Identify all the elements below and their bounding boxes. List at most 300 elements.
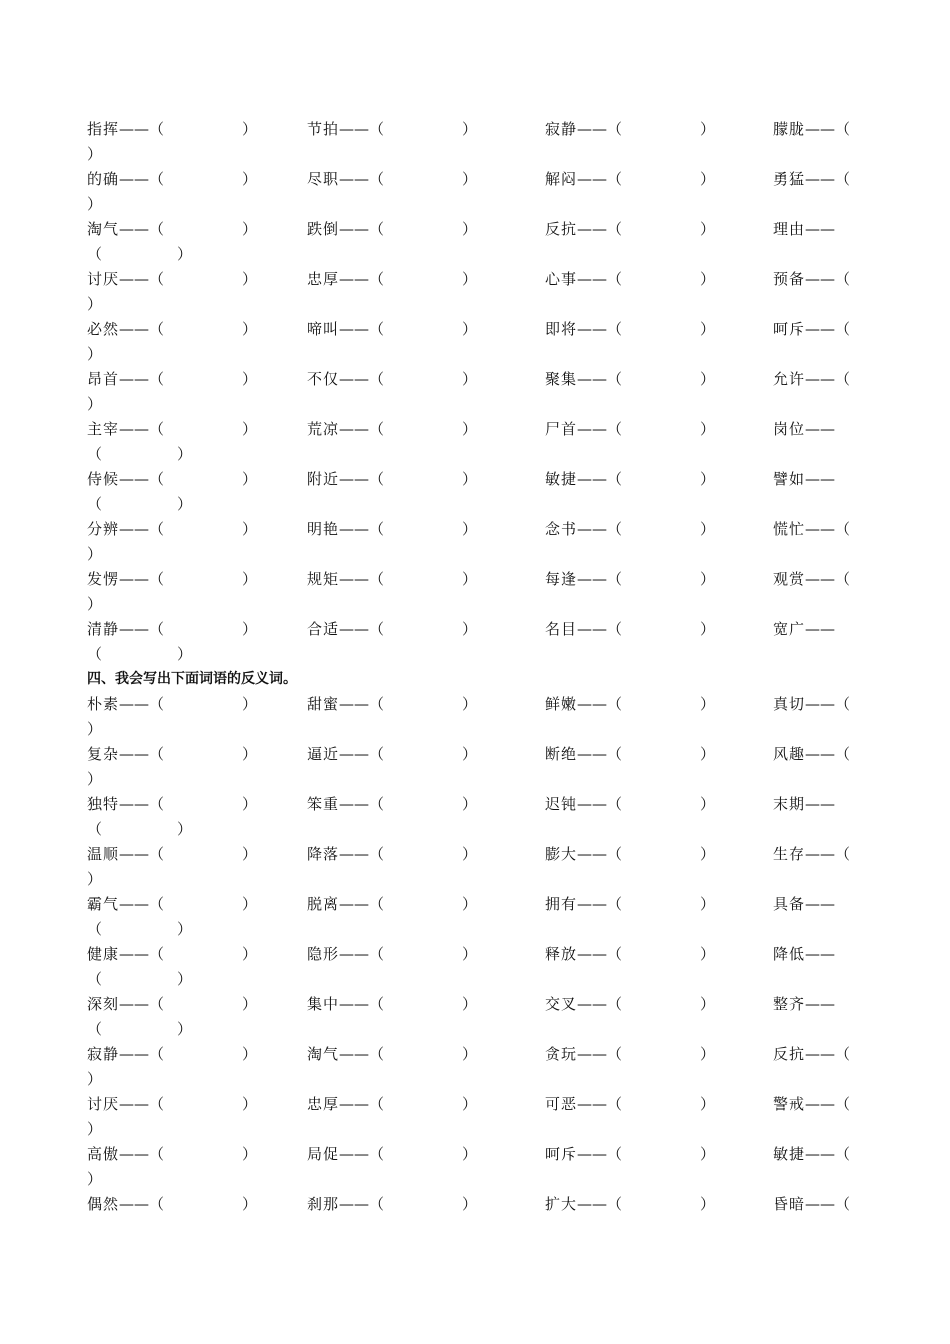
exercise-word: 具备 (773, 895, 806, 913)
answer-open: ——（ (339, 1095, 385, 1113)
answer-close-wrapped: ） (87, 545, 103, 563)
exercise-word: 扩大 (545, 1195, 578, 1213)
exercise-item (773, 1092, 850, 1117)
answer-close: ） (462, 695, 478, 713)
exercise-item (87, 117, 257, 142)
exercise-item (87, 167, 257, 192)
exercise-item (87, 742, 257, 767)
answer-open: ——（ (119, 320, 165, 338)
answer-open: ——（ (577, 370, 623, 388)
answer-close: ） (462, 1195, 478, 1213)
answer-open: ——（ (577, 845, 623, 863)
answer-close: ） (700, 1195, 716, 1213)
exercise-item (545, 117, 715, 142)
exercise-word: 理由 (773, 220, 806, 238)
exercise-row (87, 317, 867, 342)
exercise-row (87, 417, 867, 442)
answer-open: ——（ (119, 620, 165, 638)
answer-open: ——（ (339, 945, 385, 963)
exercise-word: 末期 (773, 795, 806, 813)
exercise-item (773, 267, 850, 292)
exercise-row-wrap (87, 817, 867, 842)
answer-open: ——（ (339, 995, 385, 1013)
answer-open: ——（ (805, 170, 851, 188)
answer-open: ——（ (805, 695, 851, 713)
exercise-item (773, 117, 850, 142)
answer-close: ） (700, 370, 716, 388)
exercise-word: 忠厚 (307, 1095, 340, 1113)
answer-open: ——（ (119, 845, 165, 863)
exercise-word: 拥有 (545, 895, 578, 913)
answer-close: ） (242, 520, 258, 538)
answer-close: ） (242, 795, 258, 813)
exercise-item (773, 567, 850, 592)
exercise-item (545, 1142, 715, 1167)
answer-open: ——（ (577, 520, 623, 538)
answer-close-wrapped: ） (87, 345, 103, 363)
answer-close: ） (462, 170, 478, 188)
exercise-item (87, 692, 257, 717)
exercise-word: 反抗 (773, 1045, 806, 1063)
answer-close-wrapped: ） (87, 870, 103, 888)
exercise-row (87, 842, 867, 867)
exercise-word: 温顺 (87, 845, 120, 863)
dash: —— (805, 420, 836, 438)
exercise-word: 岗位 (773, 420, 806, 438)
exercise-item (307, 317, 477, 342)
exercise-word: 敏捷 (773, 1145, 806, 1163)
answer-close: ） (242, 845, 258, 863)
exercise-item (773, 467, 835, 492)
answer-open: ——（ (119, 745, 165, 763)
exercise-item (773, 792, 835, 817)
answer-close-wrapped: ） (87, 295, 103, 313)
dash: —— (805, 795, 836, 813)
answer-close: ） (462, 995, 478, 1013)
exercise-word: 霸气 (87, 895, 120, 913)
exercise-item (307, 792, 477, 817)
exercise-item (545, 167, 715, 192)
answer-open: ——（ (805, 320, 851, 338)
exercise-item (307, 467, 477, 492)
exercise-word: 啼叫 (307, 320, 340, 338)
answer-open: ——（ (339, 745, 385, 763)
exercise-row (87, 617, 867, 642)
exercise-item (773, 167, 850, 192)
answer-open: ——（ (805, 745, 851, 763)
answer-close: ） (242, 270, 258, 288)
exercise-word: 甜蜜 (307, 695, 340, 713)
exercise-row (87, 892, 867, 917)
exercise-word: 脱离 (307, 895, 340, 913)
answer-close: ） (462, 795, 478, 813)
exercise-word: 整齐 (773, 995, 806, 1013)
dash: —— (805, 995, 836, 1013)
exercise-row-wrap (87, 592, 867, 617)
exercise-item (773, 942, 835, 967)
exercise-word: 刹那 (307, 1195, 340, 1213)
answer-open: ——（ (119, 995, 165, 1013)
answer-close: ） (242, 120, 258, 138)
answer-close-wrapped: ） (87, 720, 103, 738)
answer-blank-wrapped: （ ） (87, 645, 193, 663)
exercise-item (545, 617, 715, 642)
section-synonyms (87, 117, 867, 667)
exercise-item (307, 517, 477, 542)
answer-close: ） (242, 1145, 258, 1163)
exercise-row (87, 117, 867, 142)
exercise-item (545, 792, 715, 817)
exercise-word: 高傲 (87, 1145, 120, 1163)
answer-close: ） (700, 695, 716, 713)
exercise-word: 侍候 (87, 470, 120, 488)
exercise-word: 健康 (87, 945, 120, 963)
answer-close: ） (242, 170, 258, 188)
section-antonyms (87, 692, 867, 1217)
answer-open: ——（ (339, 795, 385, 813)
answer-close: ） (462, 745, 478, 763)
answer-close: ） (462, 895, 478, 913)
exercise-row-wrap (87, 442, 867, 467)
exercise-word: 偶然 (87, 1195, 120, 1213)
answer-open: ——（ (805, 270, 851, 288)
exercise-word: 贪玩 (545, 1045, 578, 1063)
exercise-row-wrap (87, 717, 867, 742)
exercise-word: 尽职 (307, 170, 340, 188)
answer-open: ——（ (119, 1095, 165, 1113)
exercise-item (307, 1192, 477, 1217)
exercise-row (87, 692, 867, 717)
answer-open: ——（ (339, 120, 385, 138)
answer-open: ——（ (577, 795, 623, 813)
exercise-item (545, 467, 715, 492)
exercise-item (307, 692, 477, 717)
answer-close: ） (242, 995, 258, 1013)
exercise-word: 慌忙 (773, 520, 806, 538)
exercise-word: 笨重 (307, 795, 340, 813)
exercise-word: 分辨 (87, 520, 120, 538)
exercise-word: 降低 (773, 945, 806, 963)
exercise-row (87, 517, 867, 542)
exercise-word: 荒凉 (307, 420, 340, 438)
answer-open: ——（ (577, 1095, 623, 1113)
answer-close: ） (462, 620, 478, 638)
exercise-row (87, 217, 867, 242)
exercise-item (307, 942, 477, 967)
exercise-word: 膨大 (545, 845, 578, 863)
answer-open: ——（ (119, 570, 165, 588)
exercise-row-wrap (87, 967, 867, 992)
answer-open: ——（ (577, 1195, 623, 1213)
exercise-word: 名目 (545, 620, 578, 638)
exercise-item (87, 317, 257, 342)
exercise-item (87, 417, 257, 442)
exercise-word: 寂静 (87, 1045, 120, 1063)
exercise-word: 聚集 (545, 370, 578, 388)
exercise-row-wrap (87, 292, 867, 317)
answer-close: ） (462, 470, 478, 488)
answer-open: ——（ (119, 1045, 165, 1063)
exercise-row-wrap (87, 142, 867, 167)
answer-open: ——（ (119, 120, 165, 138)
exercise-word: 讨厌 (87, 270, 120, 288)
exercise-item (545, 892, 715, 917)
exercise-item (307, 417, 477, 442)
exercise-word: 的确 (87, 170, 120, 188)
answer-blank-wrapped: （ ） (87, 495, 193, 513)
exercise-row (87, 992, 867, 1017)
answer-open: ——（ (119, 695, 165, 713)
exercise-row-wrap (87, 867, 867, 892)
answer-close: ） (242, 695, 258, 713)
exercise-word: 讨厌 (87, 1095, 120, 1113)
exercise-word: 呵斥 (773, 320, 806, 338)
exercise-row (87, 742, 867, 767)
exercise-row-wrap (87, 392, 867, 417)
exercise-item (307, 267, 477, 292)
exercise-item (545, 567, 715, 592)
exercise-word: 淘气 (307, 1045, 340, 1063)
exercise-row (87, 367, 867, 392)
exercise-item (307, 742, 477, 767)
exercise-row-wrap (87, 242, 867, 267)
exercise-word: 跌倒 (307, 220, 340, 238)
exercise-word: 淘气 (87, 220, 120, 238)
exercise-word: 譬如 (773, 470, 806, 488)
answer-close: ） (462, 270, 478, 288)
answer-open: ——（ (339, 320, 385, 338)
exercise-item (545, 367, 715, 392)
exercise-item (87, 517, 257, 542)
exercise-word: 敏捷 (545, 470, 578, 488)
exercise-item (307, 1042, 477, 1067)
answer-open: ——（ (339, 845, 385, 863)
answer-close: ） (700, 1145, 716, 1163)
exercise-item (307, 367, 477, 392)
exercise-item (307, 892, 477, 917)
exercise-row-wrap (87, 1017, 867, 1042)
answer-open: ——（ (577, 745, 623, 763)
answer-close: ） (700, 845, 716, 863)
answer-open: ——（ (339, 1045, 385, 1063)
exercise-word: 昂首 (87, 370, 120, 388)
exercise-row-wrap (87, 1117, 867, 1142)
exercise-word: 附近 (307, 470, 340, 488)
exercise-item (87, 1092, 257, 1117)
answer-open: ——（ (339, 520, 385, 538)
answer-close: ） (242, 945, 258, 963)
answer-close: ） (700, 745, 716, 763)
answer-open: ——（ (805, 570, 851, 588)
exercise-item (307, 117, 477, 142)
answer-blank-wrapped: （ ） (87, 1020, 193, 1038)
exercise-item (773, 1192, 850, 1217)
exercise-row-wrap (87, 342, 867, 367)
answer-open: ——（ (805, 370, 851, 388)
exercise-word: 尸首 (545, 420, 578, 438)
answer-blank-wrapped: （ ） (87, 920, 193, 938)
answer-close-wrapped: ） (87, 145, 103, 163)
exercise-item (87, 992, 257, 1017)
answer-close: ） (462, 120, 478, 138)
exercise-item (87, 217, 257, 242)
exercise-word: 交叉 (545, 995, 578, 1013)
answer-open: ——（ (577, 570, 623, 588)
exercise-item (773, 317, 850, 342)
answer-open: ——（ (119, 945, 165, 963)
answer-close: ） (462, 1045, 478, 1063)
answer-close: ） (242, 570, 258, 588)
answer-close-wrapped: ） (87, 395, 103, 413)
answer-open: ——（ (805, 845, 851, 863)
exercise-word: 局促 (307, 1145, 340, 1163)
answer-close: ） (242, 745, 258, 763)
exercise-word: 合适 (307, 620, 340, 638)
answer-close: ） (700, 470, 716, 488)
exercise-word: 生存 (773, 845, 806, 863)
exercise-word: 风趣 (773, 745, 806, 763)
exercise-item (773, 217, 835, 242)
exercise-item (773, 842, 850, 867)
answer-open: ——（ (577, 420, 623, 438)
exercise-word: 朦胧 (773, 120, 806, 138)
answer-open: ——（ (119, 470, 165, 488)
answer-close: ） (462, 520, 478, 538)
answer-blank-wrapped: （ ） (87, 820, 193, 838)
answer-open: ——（ (339, 470, 385, 488)
answer-open: ——（ (577, 895, 623, 913)
exercise-item (773, 892, 835, 917)
exercise-word: 节拍 (307, 120, 340, 138)
exercise-word: 发愣 (87, 570, 120, 588)
answer-close: ） (700, 620, 716, 638)
exercise-word: 降落 (307, 845, 340, 863)
exercise-item (545, 692, 715, 717)
exercise-word: 必然 (87, 320, 120, 338)
exercise-item (87, 1142, 257, 1167)
answer-close-wrapped: ） (87, 1170, 103, 1188)
exercise-row-wrap (87, 192, 867, 217)
answer-close: ） (700, 1045, 716, 1063)
exercise-item (773, 692, 850, 717)
exercise-item (87, 792, 257, 817)
exercise-item (545, 517, 715, 542)
exercise-word: 允许 (773, 370, 806, 388)
answer-open: ——（ (577, 470, 623, 488)
exercise-item (307, 217, 477, 242)
answer-open: ——（ (119, 1195, 165, 1213)
exercise-item (545, 1092, 715, 1117)
answer-close: ） (700, 945, 716, 963)
exercise-item (545, 1192, 715, 1217)
exercise-item (307, 617, 477, 642)
exercise-item (87, 567, 257, 592)
answer-open: ——（ (805, 1095, 851, 1113)
answer-close: ） (700, 320, 716, 338)
exercise-item (773, 417, 835, 442)
exercise-word: 解闷 (545, 170, 578, 188)
answer-close: ） (700, 995, 716, 1013)
exercise-item (545, 842, 715, 867)
answer-close-wrapped: ） (87, 1070, 103, 1088)
exercise-item (87, 467, 257, 492)
answer-close: ） (242, 620, 258, 638)
answer-open: ——（ (577, 1045, 623, 1063)
exercise-word: 隐形 (307, 945, 340, 963)
exercise-word: 释放 (545, 945, 578, 963)
answer-close: ） (462, 320, 478, 338)
exercise-item (307, 567, 477, 592)
exercise-item (87, 892, 257, 917)
answer-open: ——（ (577, 1145, 623, 1163)
exercise-row (87, 1092, 867, 1117)
answer-blank-wrapped: （ ） (87, 970, 193, 988)
exercise-word: 指挥 (87, 120, 120, 138)
answer-close: ） (242, 1045, 258, 1063)
exercise-word: 预备 (773, 270, 806, 288)
dash: —— (805, 220, 836, 238)
exercise-word: 真切 (773, 695, 806, 713)
exercise-row-wrap (87, 642, 867, 667)
exercise-item (545, 992, 715, 1017)
answer-open: ——（ (339, 420, 385, 438)
exercise-item (773, 992, 835, 1017)
answer-open: ——（ (805, 520, 851, 538)
answer-open: ——（ (339, 695, 385, 713)
answer-close: ） (700, 895, 716, 913)
exercise-item (773, 742, 850, 767)
answer-close: ） (242, 895, 258, 913)
exercise-item (545, 317, 715, 342)
exercise-row (87, 267, 867, 292)
exercise-item (87, 367, 257, 392)
exercise-word: 集中 (307, 995, 340, 1013)
exercise-word: 复杂 (87, 745, 120, 763)
answer-close-wrapped: ） (87, 195, 103, 213)
exercise-word: 反抗 (545, 220, 578, 238)
exercise-item (307, 992, 477, 1017)
section-heading-antonyms: 四、我会写出下面词语的反义词。 (87, 671, 297, 687)
answer-close: ） (462, 1145, 478, 1163)
answer-close-wrapped: ） (87, 770, 103, 788)
answer-close: ） (462, 1095, 478, 1113)
dash: —— (805, 470, 836, 488)
exercise-row-wrap (87, 542, 867, 567)
answer-close: ） (242, 1195, 258, 1213)
answer-open: ——（ (339, 170, 385, 188)
exercise-word: 逼近 (307, 745, 340, 763)
dash: —— (805, 620, 836, 638)
exercise-word: 念书 (545, 520, 578, 538)
exercise-word: 可恶 (545, 1095, 578, 1113)
exercise-word: 宽广 (773, 620, 806, 638)
exercise-item (773, 517, 850, 542)
answer-close: ） (242, 420, 258, 438)
answer-close: ） (700, 520, 716, 538)
answer-open: ——（ (119, 795, 165, 813)
exercise-word: 清静 (87, 620, 120, 638)
answer-close: ） (462, 420, 478, 438)
answer-close: ） (242, 470, 258, 488)
exercise-row-wrap (87, 1167, 867, 1192)
answer-open: ——（ (577, 120, 623, 138)
answer-close: ） (700, 270, 716, 288)
exercise-item (307, 167, 477, 192)
exercise-word: 断绝 (545, 745, 578, 763)
exercise-word: 迟钝 (545, 795, 578, 813)
answer-open: ——（ (805, 1195, 851, 1213)
answer-close: ） (700, 220, 716, 238)
